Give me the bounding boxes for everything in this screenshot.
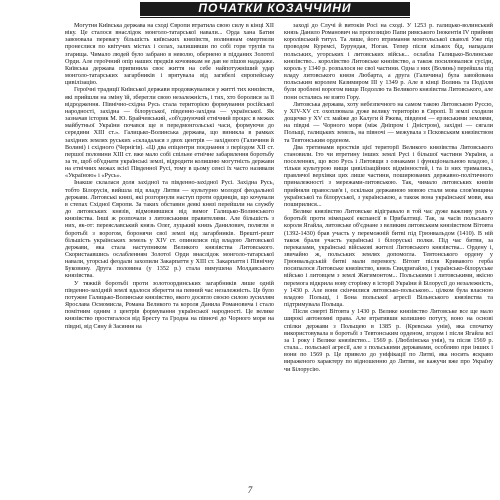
chapter-title: ПОЧАТКИ КОЗАЧЧИНИ <box>198 1 352 15</box>
header-underline <box>140 17 410 18</box>
paragraph: Велике князівство Литовське відігравало в той час дуже важливу роль у боротьбі проти німецької експансії в Прибалтиці. Так, за часів польського короля Ягайла, литовське об'єднане з великим литовським князівством Вітовта (1392-1430) брав участь у переможній битві під Грюнвальдом (1410). В ній також брали участь українські і білоруські полки. Під час битви, за переказами, українські військові жителі Литовського князівства... Ордену і, звичайно ж, польських землях допомогла. Тевтонського ордену у Грюнвальдській битві мали перемогу. Вітовт після Кривавого герба посипалося Литовське князівство, князь Свидригайло, і українсько-білоруське військо і литовцем з землі Жигимонтом... Польськими і литовськими, якісно перемога відкрила нову сторінку в історії України й Білорусії до незалежність, у 1430 р. Але вони скінчилися литовсько-польською... цілком була власною владою Польщі, і Бона польської агресії Вільнського князівства та підтримувала Польща. <box>284 208 493 309</box>
right-text-column <box>284 22 493 477</box>
paragraph: Після смерті Вітовта у 1430 р. Велике князівство Литовське все ще мало широкі автономні права. Але втративши колишню потугу, воно на основі спілки держави з Польщею в 1385 р. (Кревська унія), яка спочатку використовувала в боротьбі з Тевтонським орденом, згодом і після Ягайла всі за 1 року і Велике князівство... 1569 р. (Люблінська унія), та після 1569 р. стала... польської агресії, але з польськими державами, особливо при інших і вони по 1569 р. Це привело до уніфікації по Литві, яка носить яскраво вираженого характеру по відношенню до Литви, не кажучи вже про Україну чи Білорусію. <box>284 308 493 373</box>
left-text-column <box>65 22 274 477</box>
paragraph: У тяжкій боротьбі проти золотоординських загарбників лише одній південно-західній землі вдалося зберегти на певний час незалежність. Це було потужне Галицько-Волинське князівство, якого досягло своєю силою зусиллям Ярослава Осмомисла, Романа Великого та короля Данила Романовича і стало помітним одним з центрів формування української народності. Це велике князівство простягалося від Бресту та Гродна на півночі до Чорного моря на півдні, від Сяну й Засяння на <box>65 279 274 330</box>
paragraph: Могутня Київська держава на сході Європи втратила свою силу в кінці XII віку. Це сталося внаслідок монголо-татарської навали... Орда хана Батия завоювала перевагу більшість київських князівств, волинянам омертвели пронеслися по квітучих містах і селах, залишивши по собі гори трупів та згарища. Чимало людей було забрано в неволю, обернено в підданих Золотої Орди. Але героїчний опір наших предків кочовикам не дав не пішов нададаже. Київська держава припинила своє життя на себе найпотужніший удар монголо-татарських загарбників і врятувала від загибелі європейську цивілізацію. <box>65 22 274 87</box>
paragraph: Два третинами вростків цієї території Великого князівства Литовського становили. Іто чи втретину інших землі Русі і більшої частини України, а поселеннях, що всю Русь і Литовщи з ознаками і функціональною владою, і тільки культурою вищи цивілізаційних відмінностей, і та із них тримались, правлячої верхівки цих лише частини, поширюваних державно-політичного приналежності з мережами-литовською. Так, чимало литовських князів прийняли православ'я і, оскільки державною мовою стали мова слов'янщина української та білоруської, з українською, а також вона української мови, яка поширилися... <box>284 143 493 208</box>
paragraph: Героїчні традиції Київської держави продовжувалися у житті тих князівств, які прийшли на зміну їй, зберегли свою незалежність, і тих, хто боролися за її відродження. Північно-східна Русь стала територією формування російської народності, західна — білоруської, південно-західна — української. Як зазначав історик М. Ю. Брайчевський, «об'єднуючий етнічний процес в межах майбутньої України почався ще в передмонгольські часи, формуючи до середини XIII ст.». Галицько-Волинська держава, що виникла в рамках західних землях руських «складалася з двох центрів — західного (Галичини й Волині) і східного (Чернігів). «Ці два епіцентри поєднання з періодом XII ст. першої половини XIII ст. вже мало собі спільне етнічне забарвлення боротьбу за те, щоб об'єднати українські землі, відродити колишню могутність держави на етнічних межах всієї Південної Русі, тому в цьому сенсі їх часто називали «Україною» і «Русь». <box>65 86 274 180</box>
paragraph: заході до Случі й витоків Росі на сході. У 1253 р. галицько-волинський князь Данило Романович на пропозицію Папи римського Інокентія IV прийняв королівський титул. Та лише, його втримання монгольської сваволі Уже під проводом Куремсі, Бурундая, Ногая. Тепер після кількох бід, нападали польських, угорських і литовських військ... ослабла Галицько-Волинське князівство... королівство Литовське князівство, а також посилювалися сусіди, король у 1340 р. розпалося не свої частини. Одна з них (Волинь) перейшла під владу литовського князя Любарта, а друга (Галичина) була завойована польським королем Казимиром III у 1349 р. Але в кінці Волинь та Поділля були зроблені ворогом вище Подоллю та Великого князівства Литовського, але пони остались не взято Гору. <box>284 22 493 101</box>
page-number: 7 <box>247 485 253 495</box>
paragraph: Інакше склалася доля західної та південно-західної Русі. Західна Русь, тобто Білорусія, вийшла під владу Литви — культурно молодої феодальної держави. Литовські князі, які розгорнули наступ проти ординців, що кочували в степах Східної Європи. За таких обставин деякі князі перейшли на службу до литовських князів, відмовившися від вимог Галицько-Волинського князівства. Інші ж розпочали з литовськими правителями. Але більшість з них, як-от: переяславський князь Олег, луцький князь Данилович, полягли в боротьбі з ворогом, боронячи свої землі від загарбників. Врешті-решт більшість українських земель у XIV ст. опинилися під владою Литовської держави, яка стала наступником Великого князівства Литовського. Скористаавшись ослабленням Золотої Орди внаслідок монголо-татарської навали, угорські феодали захопили Закарпаття у XIII ст. Закарпаття і Північну Буковину. Друга половина (у 1352 р.) стала вимушена Молдавського князівства. <box>65 179 274 280</box>
paragraph: Литовська держава, хоту небезпечного на самом такою Литовською Руссю, у XIV-XV ст. охоплювала дуже велику територію в Європі. Її землі сходили дощечко у XV ст. майже до Калуги й Ржева, південні — ерзиськими землями, на півдні — Чорного моря (між Дніпром і Дністром), західні — сягали Польщі, галицьких земель, на півночі — межувала з Псковським князівством та Тевтонським орденом. <box>284 100 493 144</box>
chapter-header <box>0 0 500 22</box>
